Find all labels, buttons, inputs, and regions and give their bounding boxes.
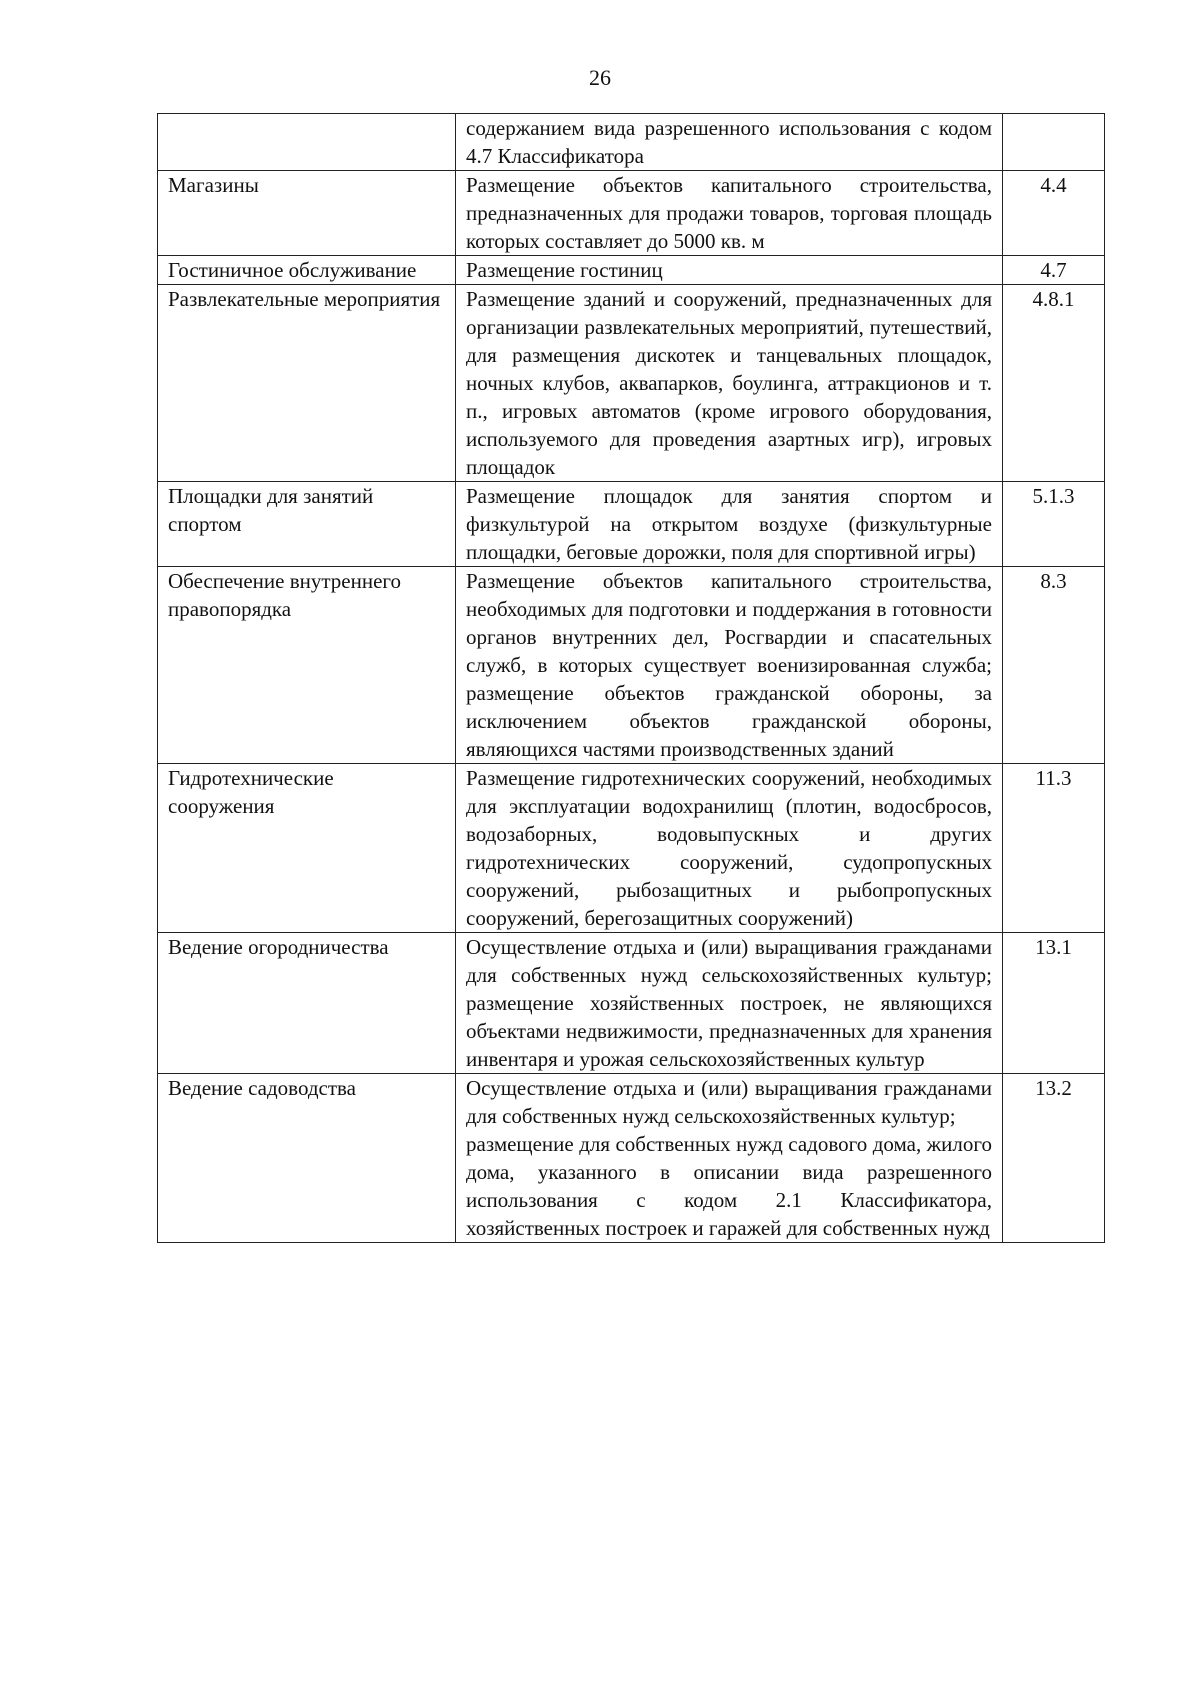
table-row: [158, 567, 1105, 764]
use-code-cell: 4.7: [1003, 256, 1105, 285]
use-description-paragraph: Осуществление отдыха и (или) выращивания гражданами для собственных нужд сельскохозяйственных культур;: [466, 1076, 992, 1128]
use-name-cell: [158, 114, 456, 171]
use-code-cell: 13.2: [1003, 1074, 1105, 1243]
table-row: [158, 933, 1105, 1074]
use-code-cell: 13.1: [1003, 933, 1105, 1074]
use-description-cell: Размещение объектов капитального строительства, предназначенных для продажи товаров, торговая площадь которых составляет до 5000 кв. м: [456, 171, 1003, 256]
use-code-cell: 8.3: [1003, 567, 1105, 764]
use-description-cell: Размещение площадок для занятия спортом и физкультурой на открытом воздухе (физкультурные площадки, беговые дорожки, поля для спортивной игры): [456, 482, 1003, 567]
use-description-cell: [456, 1074, 1003, 1243]
table-row: [158, 764, 1105, 933]
use-description-cell: Размещение гидротехнических сооружений, необходимых для эксплуатации водохранилищ (плотин, водосбросов, водозаборных, водовыпускных и других гидротехнических сооружений, судопропускных сооружений, рыбозащитных и рыбопропускных сооружений, берегозащитных сооружений): [456, 764, 1003, 933]
table-row: [158, 171, 1105, 256]
use-name-cell: Гостиничное обслуживание: [158, 256, 456, 285]
use-name-cell: Ведение садоводства: [158, 1074, 456, 1243]
use-name-cell: Гидротехнические сооружения: [158, 764, 456, 933]
use-name-cell: Площадки для занятий спортом: [158, 482, 456, 567]
use-code-cell: 11.3: [1003, 764, 1105, 933]
use-description-cell: Размещение зданий и сооружений, предназначенных для организации развлекательных мероприятий, путешествий, для размещения дискотек и танцевальных площадок, ночных клубов, аквапарков, боулинга, аттракционов и т. п., игровых автоматов (кроме игрового оборудования, используемого для проведения азартных игр), игровых площадок: [456, 285, 1003, 482]
use-description-cell: содержанием вида разрешенного использования с кодом 4.7 Классификатора: [456, 114, 1003, 171]
use-name-cell: Обеспечение внутреннего правопорядка: [158, 567, 456, 764]
use-description-cell: Осуществление отдыха и (или) выращивания гражданами для собственных нужд сельскохозяйственных культур; размещение хозяйственных построек, не являющихся объектами недвижимости, предназначенных для хранения инвентаря и урожая сельскохозяйственных культур: [456, 933, 1003, 1074]
land-use-table: [157, 113, 1105, 1243]
use-code-cell: 5.1.3: [1003, 482, 1105, 567]
use-name-cell: Развлекательные мероприятия: [158, 285, 456, 482]
use-code-cell: 4.8.1: [1003, 285, 1105, 482]
page-number: 26: [589, 65, 611, 90]
use-code-cell: [1003, 114, 1105, 171]
table-row: [158, 1074, 1105, 1243]
use-name-cell: Магазины: [158, 171, 456, 256]
table-row: [158, 114, 1105, 171]
table-row: [158, 285, 1105, 482]
use-description-cell: Размещение гостиниц: [456, 256, 1003, 285]
use-name-cell: Ведение огородничества: [158, 933, 456, 1074]
table-row: [158, 256, 1105, 285]
table-row: [158, 482, 1105, 567]
use-code-cell: 4.4: [1003, 171, 1105, 256]
use-description-cell: Размещение объектов капитального строительства, необходимых для подготовки и поддержания в готовности органов внутренних дел, Росгвардии и спасательных служб, в которых существует военизированная служба; размещение объектов гражданской обороны, за исключением объектов гражданской обороны, являющихся частями производственных зданий: [456, 567, 1003, 764]
use-description-paragraph: размещение для собственных нужд садового дома, жилого дома, указанного в описании вида разрешенного использования с кодом 2.1 Классификатора, хозяйственных построек и гаражей для собственных нужд: [466, 1132, 992, 1240]
